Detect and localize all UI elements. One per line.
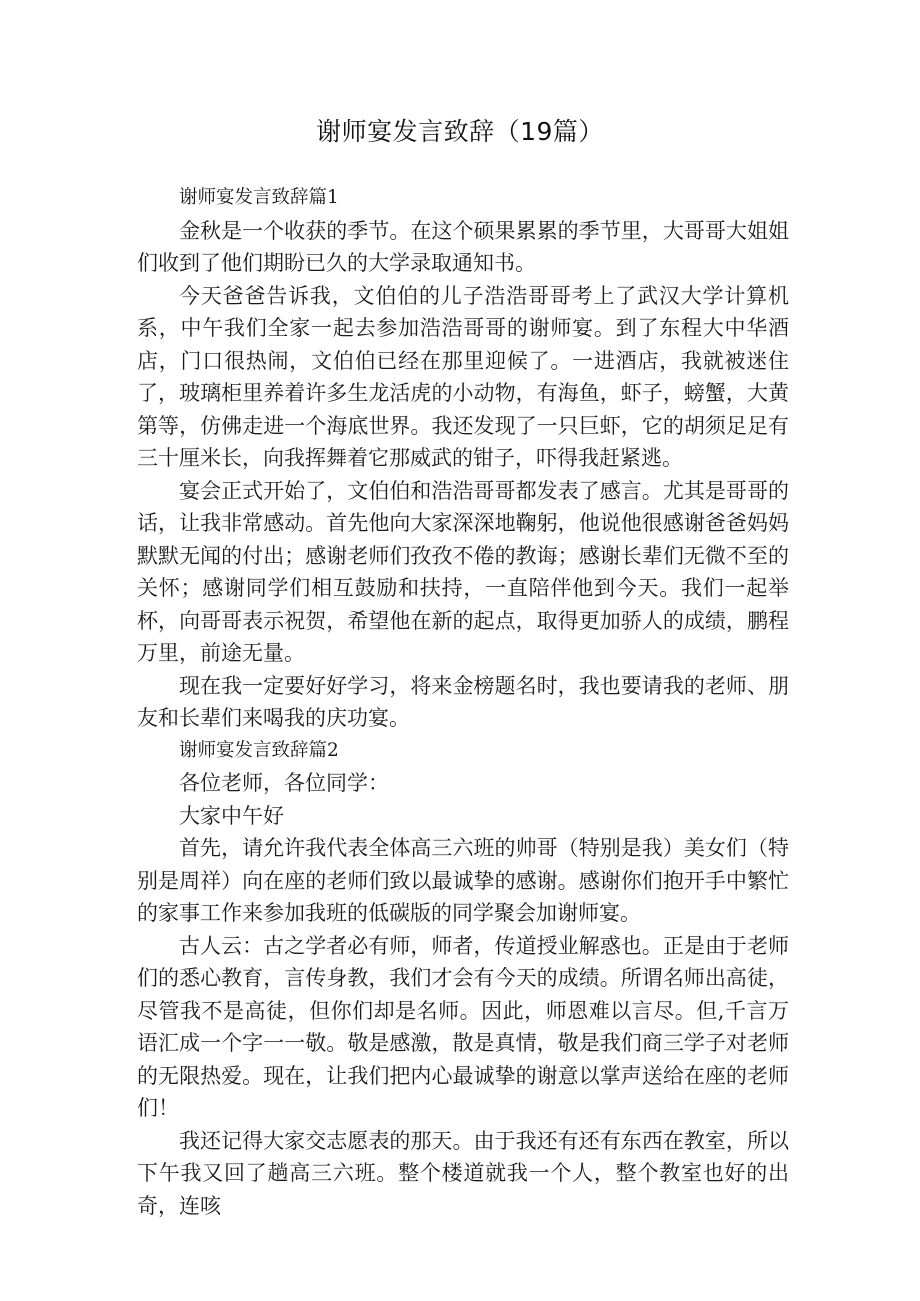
- paragraph: 今天爸爸告诉我，文伯伯的儿子浩浩哥哥考上了武汉大学计算机系，中午我们全家一起去参加浩浩哥哥的谢师宴。到了东程大中华酒店，门口很热闹，文伯伯已经在那里迎候了。一进酒店，我就被迷住了，玻璃柜里养着许多生龙活虎的小动物，有海鱼，虾子，螃蟹，大黄第等，仿佛走进一个海底世界。我还发现了一只巨虾，它的胡须足足有三十厘米长，向我挥舞着它那威武的钳子，吓得我赶紧逃。: [137, 283, 789, 470]
- document-title: 谢师宴发言致辞（19篇）: [316, 117, 604, 146]
- paragraph: 金秋是一个收获的季节。在这个硕果累累的季节里，大哥哥大姐姐们收到了他们期盼已久的大学录取通知书。: [137, 218, 789, 275]
- section-heading: 谢师宴发言致辞篇1: [179, 187, 339, 208]
- document-body: [137, 182, 789, 1222]
- paragraph: 我还记得大家交志愿表的那天。由于我还有还有东西在教室，所以下午我又回了趟高三六班。整个楼道就我一个人，整个教室也好的出奇，连咳: [137, 1128, 789, 1218]
- paragraph: 现在我一定要好好学习，将来金榜题名时，我也要请我的老师、朋友和长辈们来喝我的庆功宴。: [137, 673, 789, 730]
- section-heading: 谢师宴发言致辞篇2: [179, 739, 339, 761]
- greeting: 大家中午好: [179, 803, 284, 828]
- paragraph: 古人云：古之学者必有师，师者，传道授业解惑也。正是由于老师们的悉心教育，言传身教，我们才会有今天的成绩。所谓名师出高徒，尽管我不是高徒，但你们却是名师。因此，师恩难以言尽。但,千言万语汇成一个字一一敬。敬是感激，散是真情，敬是我们商三学子对老师的无限热爱。现在，让我们把内心最诚挚的谢意以掌声送给在座的老师们！: [137, 933, 789, 1120]
- paragraph: 宴会正式开始了，文伯伯和浩浩哥哥都发表了感言。尤其是哥哥的话，让我非常感动。首先他向大家深深地鞠躬，他说他很感谢爸爸妈妈默默无闻的付出；感谢老师们孜孜不倦的教诲；感谢长辈们无微不至的关怀；感谢同学们相互鼓励和扶持，一直陪伴他到今天。我们一起举杯，向哥哥表示祝贺，希望他在新的起点，取得更加骄人的成绩，鹏程万里，前途无量。: [137, 478, 789, 665]
- paragraph: 首先，请允许我代表全体高三六班的帅哥（特别是我）美女们（特别是周祥）向在座的老师们致以最诚挚的感谢。感谢你们抱开手中繁忙的家事工作来参加我班的低碳版的同学聚会加谢师宴。: [137, 836, 789, 925]
- salutation: 各位老师，各位同学：: [179, 771, 389, 795]
